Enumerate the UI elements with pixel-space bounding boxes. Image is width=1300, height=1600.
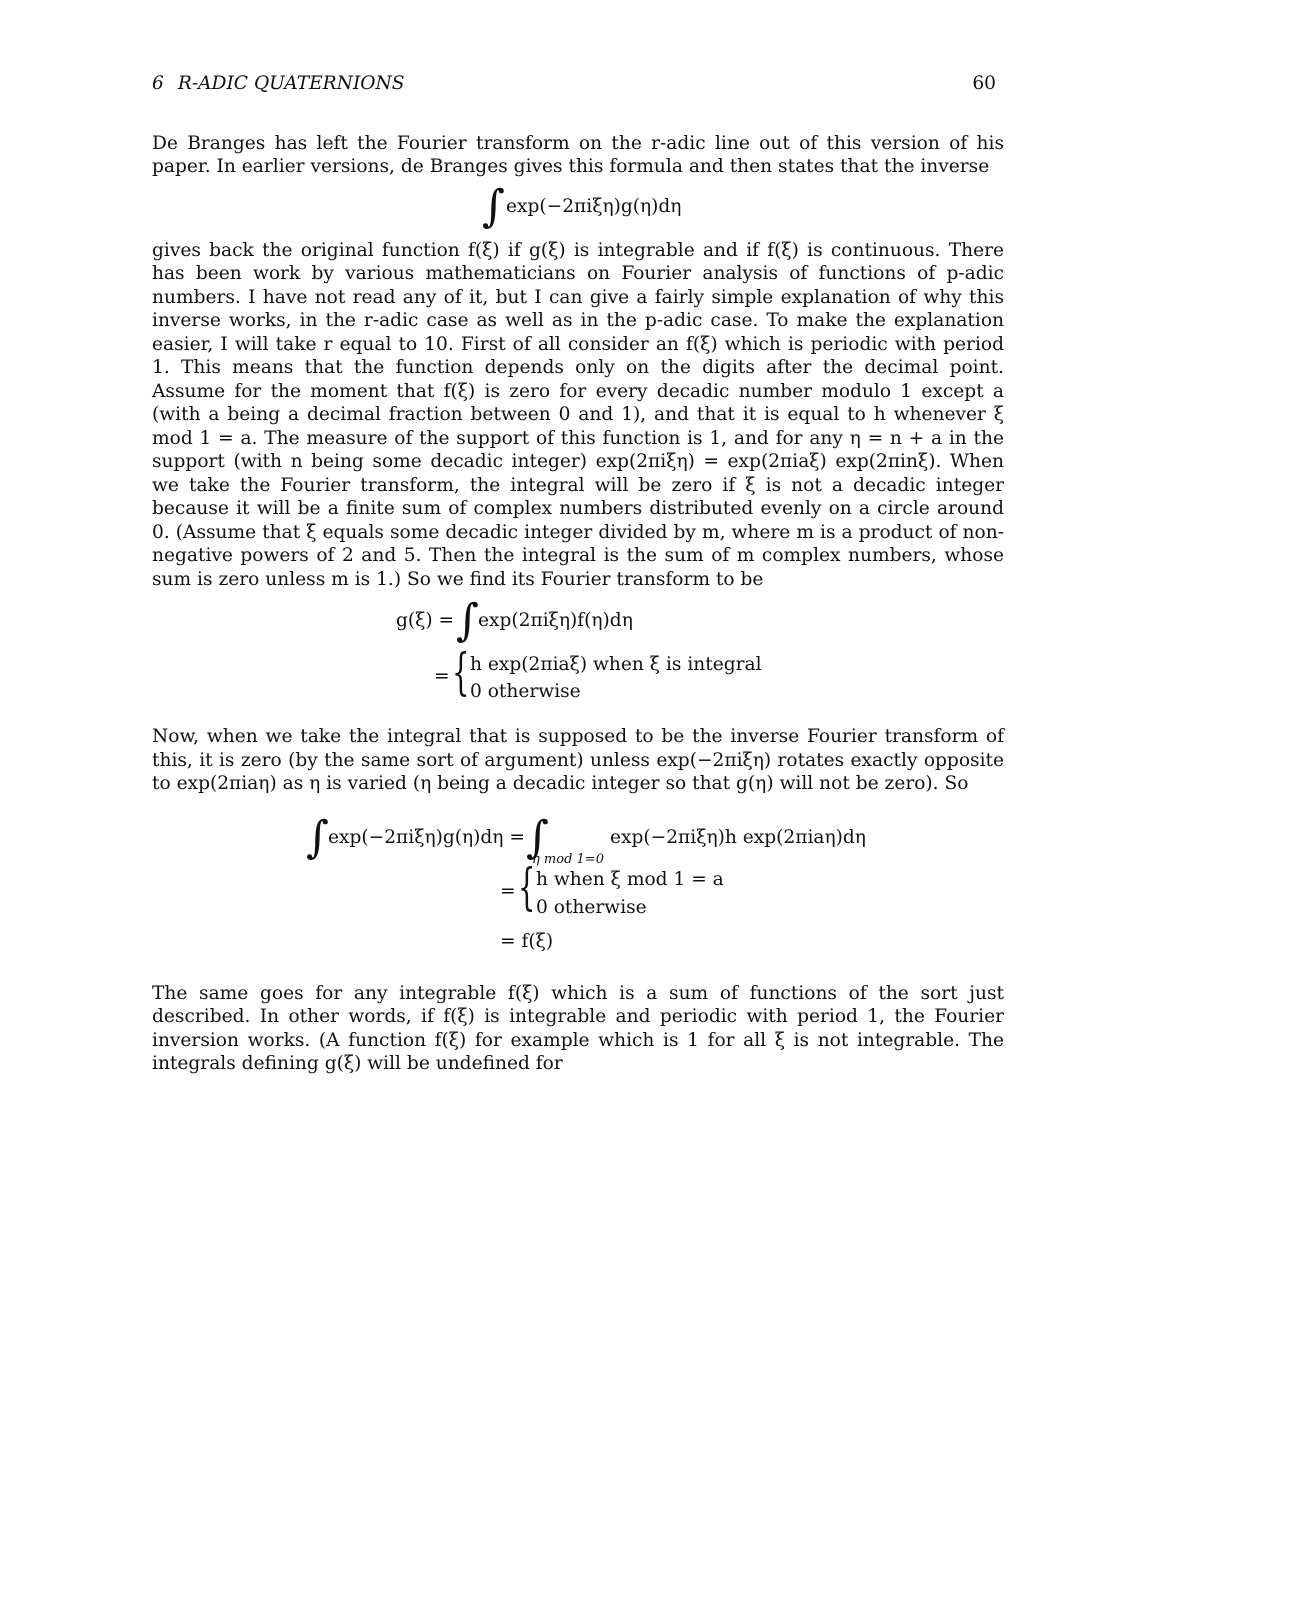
equation-1	[152, 179, 1004, 239]
integral-sign-left: ∫	[306, 811, 329, 863]
equation-1-integrand: exp(−2πiξη)g(η)dη	[506, 195, 682, 217]
page	[152, 72, 1004, 1076]
equation-3-subscript: η mod 1=0	[532, 851, 604, 867]
integral-sign: ∫	[482, 180, 505, 232]
page-number: 60	[972, 73, 996, 94]
equation-2-case-2: 0 otherwise	[470, 681, 581, 702]
equation-3	[152, 796, 1004, 982]
section-title	[152, 72, 405, 96]
paragraph-2: gives back the original function f(ξ) if g(ξ) is integrable and if f(ξ) is continuous. There has been work by various mathematicians on Fourier analysis of functions of p-adic numbers. I have not read any of it, but I can give a fairly simple explanation of why this inverse works, in the r-adic case as well as in the p-adic case. To make the explanation easier, I will take r equal to 10. First of all consider an f(ξ) which is periodic with period 1. This means that the function depends only on the digits after the decimal point. Assume for the moment that f(ξ) is zero for every decadic number modulo 1 except a (with a being a decimal fraction between 0 and 1), and that it is equal to h whenever ξ mod 1 = a. The measure of the support of this function is 1, and for any η = n + a in the support (with n being some decadic integer) exp(2πiξη) = exp(2πiaξ) exp(2πinξ). When we take the Fourier transform, the integral will be zero if ξ is not a decadic integer because it will be a finite sum of complex numbers distributed evenly on a circle around 0. (Assume that ξ equals some decadic integer divided by m, where m is a product of non-negative powers of 2 and 5. Then the integral is the sum of m complex numbers, whose sum is zero unless m is 1.) So we find its Fourier transform to be	[152, 239, 1004, 590]
integral-sign-right: ∫	[526, 811, 549, 863]
equation-3-eq-sign: =	[500, 880, 516, 902]
paragraph-4: The same goes for any integrable f(ξ) which is a sum of functions of the sort just described. In other words, if f(ξ) is integrable and periodic with period 1, the Fourier inversion works. (A function f(ξ) for example which is 1 for all ξ is not integrable. The integrals defining g(ξ) will be undefined for	[152, 982, 1004, 1074]
section-title-text: R-ADIC QUATERNIONS	[177, 73, 405, 94]
left-brace: {	[518, 857, 536, 916]
equation-3-case-2: 0 otherwise	[536, 896, 647, 918]
integral-sign: ∫	[456, 595, 479, 646]
left-brace: {	[452, 643, 470, 701]
equation-3-lhs: exp(−2πiξη)g(η)dη =	[328, 826, 525, 848]
equation-3-rhs: exp(−2πiξη)h exp(2πiaη)dη	[610, 826, 866, 848]
equation-2-lhs: g(ξ) =	[396, 610, 455, 631]
paragraph-1: De Branges has left the Fourier transform on the r-adic line out of this version of his paper. In earlier versions, de Branges gives this formula and then states that the inverse	[152, 132, 1004, 177]
equation-2-integrand: exp(2πiξη)f(η)dη	[478, 610, 633, 631]
equation-2	[152, 591, 1004, 725]
paragraph-3: Now, when we take the integral that is supposed to be the inverse Fourier transform of this, it is zero (by the same sort of argument) unless exp(−2πiξη) rotates exactly opposite to exp(2πiaη) as η is varied (η being a decadic integer so that g(η) will not be zero). So	[152, 726, 1004, 794]
equation-3-case-1: h when ξ mod 1 = a	[536, 868, 724, 890]
running-head	[152, 72, 1004, 96]
equation-2-case-1: h exp(2πiaξ) when ξ is integral	[470, 654, 762, 675]
equation-3-final: = f(ξ)	[500, 930, 554, 952]
equation-2-eq-sign: =	[434, 666, 450, 687]
section-number: 6	[152, 73, 164, 94]
